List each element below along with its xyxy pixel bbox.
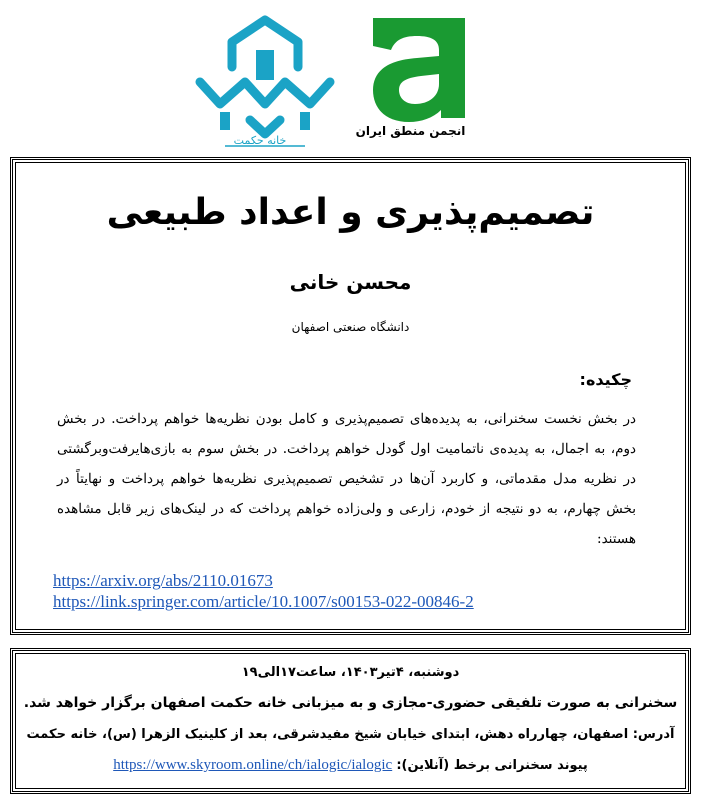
abstract-heading: چکیده: — [579, 370, 632, 389]
talk-info-box — [10, 157, 691, 635]
reference-links — [53, 570, 474, 612]
skyroom-link[interactable]: https://www.skyroom.online/ch/ialogic/ialogic — [113, 757, 393, 773]
hekmat-house-logo — [190, 12, 340, 152]
event-format: سخنرانی به صورت تلفیقی حضوری-مجازی و به میزبانی خانه حکمت اصفهان برگزار خواهد شد. — [23, 695, 678, 711]
springer-link[interactable]: https://link.springer.com/article/10.1007/s00153-022-00846-2 — [53, 592, 474, 611]
event-date: دوشنبه، ۴تیر۱۴۰۳، ساعت۱۷الی۱۹ — [241, 665, 460, 680]
abstract-text: در بخش نخست سخنرانی، به پدیده‌های تصمیم‌پذیری و کامل بودن نظریه‌ها خواهم پرداخت. در بخش دوم، به اجمال، به پدیده‌ی ناتمامیت اول گودل خواهم پرداخت. در بخش سوم به بازی‌هایرفت‌وبرگشتی در نظریه مدل مقدماتی، و کاربرد آن‌ها در تشخیص تصمیم‌پذیری نظریه‌ها خواهم پرداخت و نهایتاً در بخش چهارم، به دو نتیجه از خودم، زارعی و ولی‌زاده خواهم پرداخت که در لینک‌های زیر قابل مشاهده هستند: — [57, 411, 636, 547]
hekmat-logo-caption: خانه حکمت — [233, 134, 287, 147]
event-details-box — [10, 648, 691, 794]
speaker-name: محسن خانی — [289, 270, 412, 294]
event-address: آدرس: اصفهان، چهارراه دهش، ابتدای خیابان شیخ مفیدشرقی، بعد از کلینیک الزهرا (س)، خانه حکمت — [26, 727, 675, 742]
iran-logic-society-caption: انجمن منطق ایران — [355, 124, 466, 138]
arxiv-link[interactable]: https://arxiv.org/abs/2110.01673 — [53, 571, 273, 590]
speaker-affiliation: دانشگاه صنعتی اصفهان — [291, 320, 410, 334]
talk-title: تصمیم‌پذیری و اعداد طبیعی — [106, 192, 595, 233]
online-link-label: پیوند سخنرانی برخط (آنلاین): — [396, 758, 588, 773]
online-link-line — [13, 757, 688, 774]
